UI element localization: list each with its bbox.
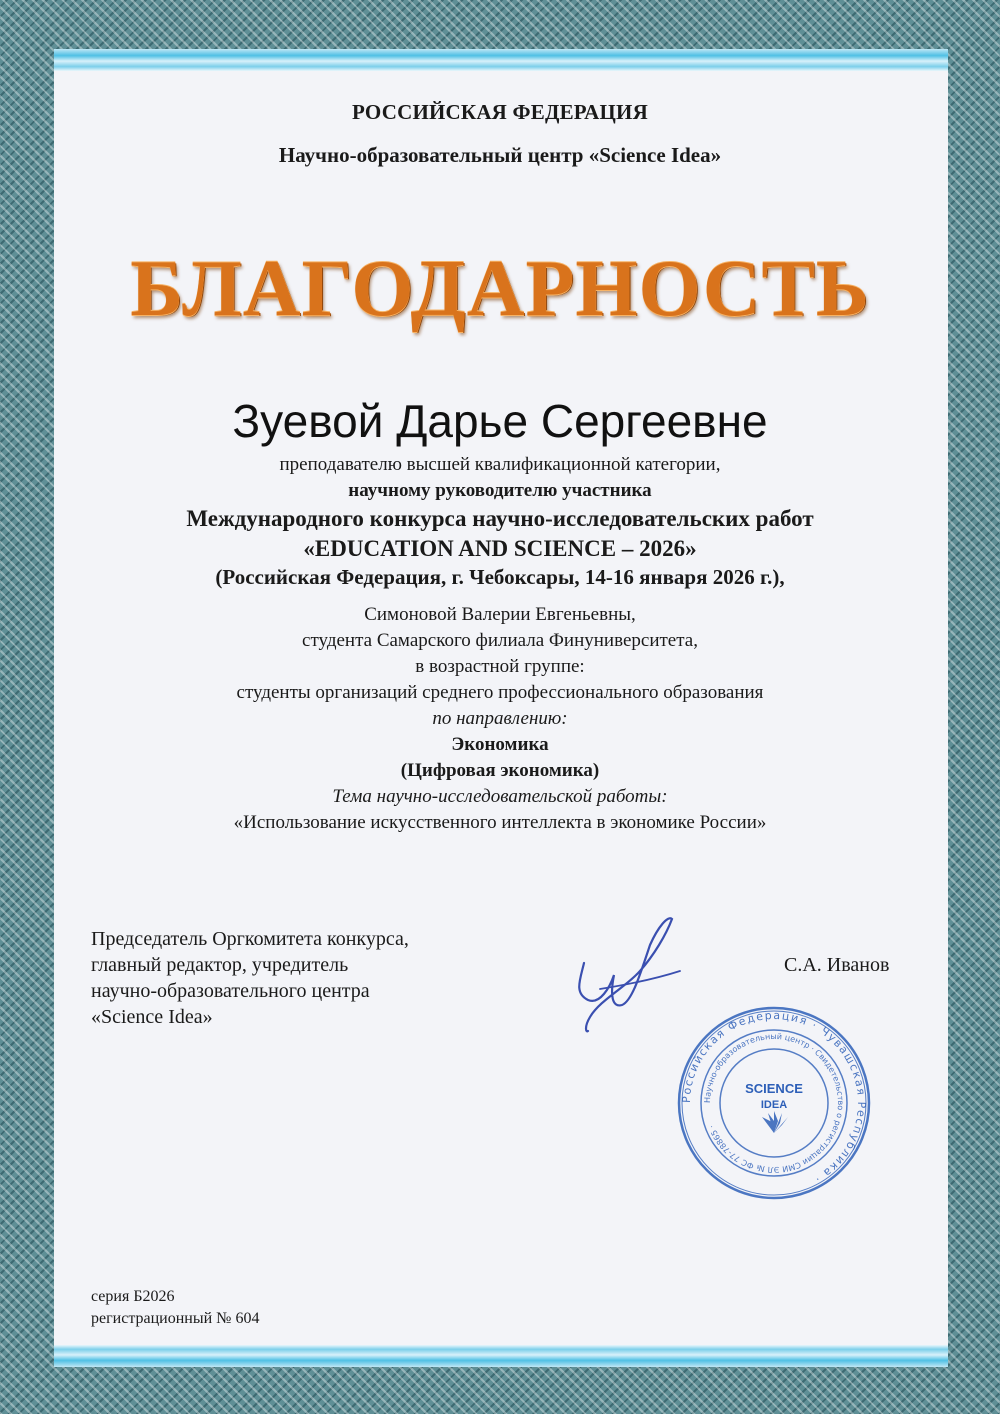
direction-label: по направлению:: [432, 708, 568, 729]
participant-name: Симоновой Валерии Евгеньевны,: [364, 604, 636, 625]
seal-logo-text: SCIENCE: [745, 1081, 803, 1096]
seal-outer-text: Российская Федерация · Чувашская Республика ·: [679, 1008, 869, 1187]
registration-number: регистрационный № 604: [91, 1310, 260, 1327]
contest-location-dates: (Российская Федерация, г. Чебоксары, 14-16 января 2026 г.),: [215, 565, 785, 589]
certificate-title: БЛАГОДАРНОСТЬ: [130, 245, 870, 333]
official-seal: [676, 1005, 872, 1201]
organization-heading: Научно-образовательный центр «Science Idea»: [278, 143, 722, 167]
certificate-body: [0, 452, 1000, 836]
serial-info: [91, 1286, 259, 1330]
recipient-name: Зуевой Дарье Сергеевне: [232, 395, 768, 447]
spacer: [0, 590, 1000, 602]
topic-label: Тема научно-исследовательской работы:: [332, 786, 668, 807]
direction: Экономика: [451, 734, 549, 755]
seal-logo-text: IDEA: [760, 1099, 788, 1111]
subdirection: (Цифровая экономика): [400, 760, 600, 781]
bottom-blue-band: [54, 1345, 948, 1367]
series-number: серия Б2026: [91, 1288, 175, 1305]
contest-name: Международного конкурса научно-исследовательских работ: [186, 506, 814, 531]
recipient-role: научному руководителю участника: [348, 480, 652, 501]
signatory-title: [91, 926, 409, 1030]
handwritten-signature: [570, 905, 690, 1040]
recipient-position: преподавателю высшей квалификационной категории,: [279, 454, 721, 475]
signatory-line: главный редактор, учредитель: [91, 954, 349, 976]
signatory-line: Председатель Оргкомитета конкурса,: [91, 928, 409, 950]
participant-description: студента Самарского филиала Финуниверситета,: [302, 630, 698, 651]
contest-title: «EDUCATION AND SCIENCE – 2026»: [303, 536, 697, 561]
country-heading: РОССИЙСКАЯ ФЕДЕРАЦИЯ: [352, 100, 648, 124]
topic: «Использование искусственного интеллекта в экономике России»: [233, 812, 767, 833]
seal-inner-text: Научно-образовательный центр · Свидетельство о регистрации СМИ ЭЛ № ФС 77-78865 ·: [702, 1031, 846, 1175]
signatory-line: «Science Idea»: [91, 1006, 213, 1028]
age-group-label: в возрастной группе:: [415, 656, 585, 677]
age-group: студенты организаций среднего профессионального образования: [236, 682, 764, 703]
top-blue-band: [54, 49, 948, 71]
signatory-name: С.А. Иванов: [784, 954, 890, 976]
signatory-line: научно-образовательного центра: [91, 980, 370, 1002]
seal-logo-icon: [762, 1111, 788, 1133]
